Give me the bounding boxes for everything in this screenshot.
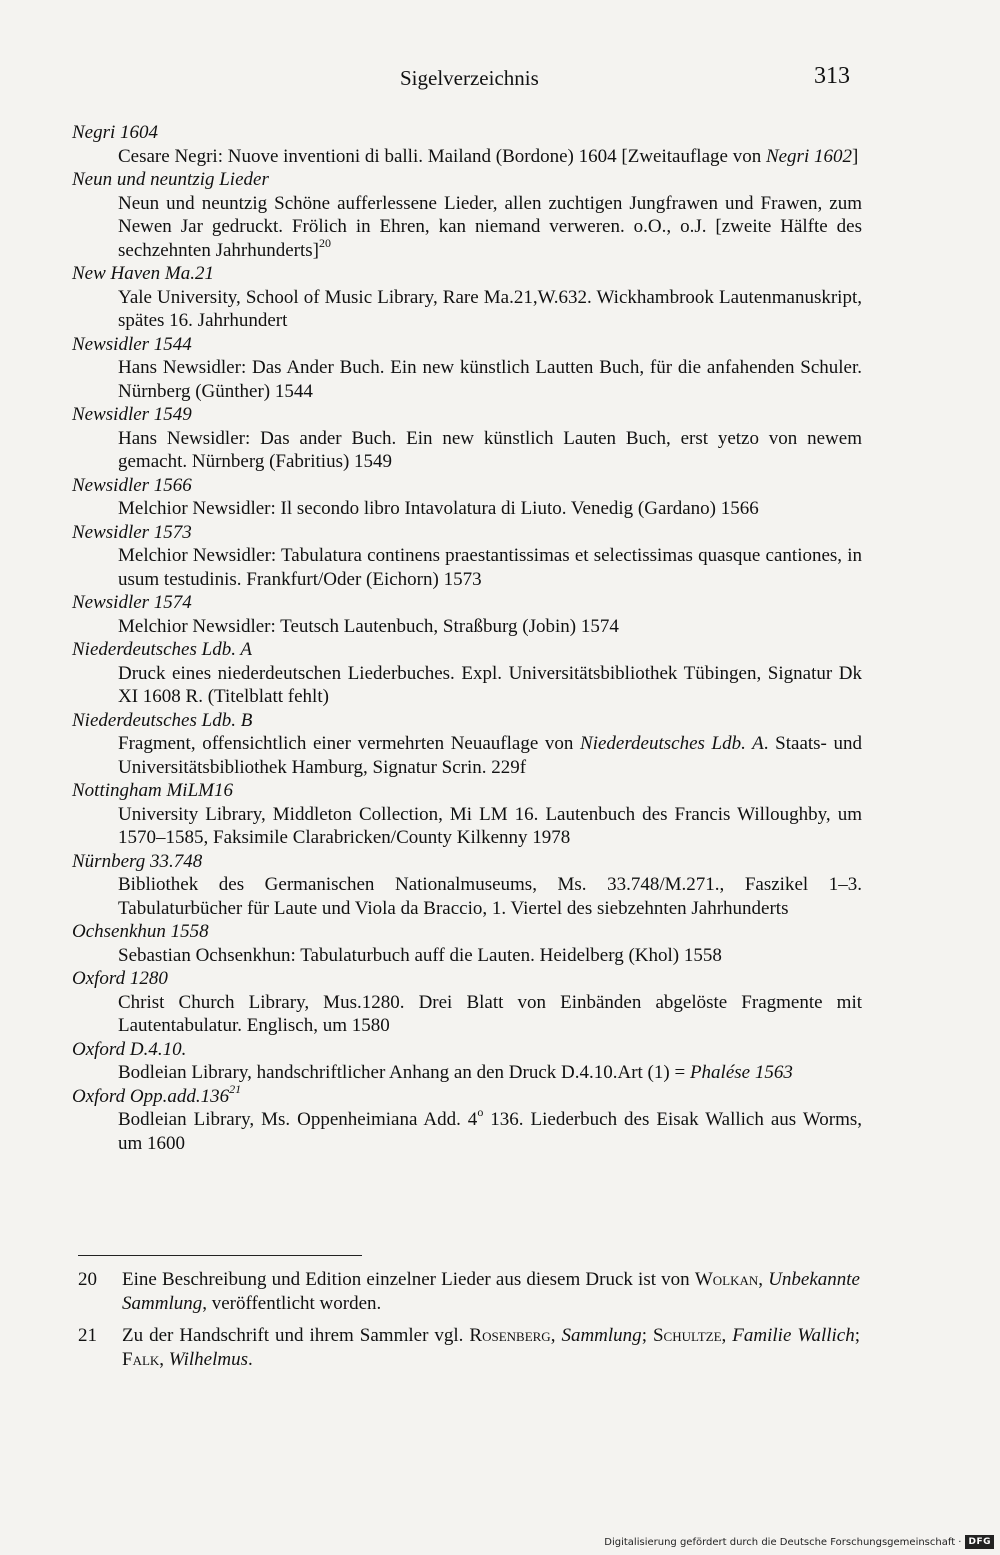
entry-siglum: Nürnberg 33.748 — [72, 850, 203, 872]
entry-description: Bibliothek des Germanischen Nationalmuseums, Ms. 33.748/M.271., Faszikel 1–3. Tabulaturbücher für Laute und Viola da Braccio, 1. Viertel des siebzehnten Jahrhunderts — [118, 874, 862, 919]
entry-siglum: Newsidler 1566 — [72, 474, 192, 496]
entry-siglum: Nottingham MiLM16 — [72, 780, 233, 801]
bibliography-entry — [72, 850, 862, 921]
bibliography-entry — [72, 121, 862, 168]
entry-siglum: Newsidler 1574 — [72, 592, 192, 613]
dfg-logo: DFG — [965, 1535, 994, 1549]
funding-note — [604, 1535, 994, 1549]
entry-description: Bodleian Library, Ms. Oppenheimiana Add. 4$^o$ 136. Liederbuch des Eisak Wallich aus Worms, um 1600 — [118, 1105, 862, 1154]
entry-description: Christ Church Library, Mus.1280. Drei Blatt von Einbänden abgelöste Fragmente mit Lautentabulatur. Englisch, um 1580 — [118, 991, 862, 1036]
bibliography-entry — [72, 403, 862, 474]
cited-title: Unbekannte Sammlung — [122, 1269, 860, 1314]
bibliography-entry — [72, 920, 862, 967]
footnote-ref: 20 — [319, 235, 332, 250]
footnote-ref: 21 — [229, 1081, 242, 1096]
entry-siglum: New Haven Ma.21 — [72, 263, 214, 284]
entry-description: Bodleian Library, handschriftlicher Anhang an den Druck D.4.10.Art (1) = Phalése 1563 — [118, 1062, 793, 1083]
footnote-number: 21 — [78, 1325, 97, 1346]
entry-siglum: Newsidler 1549 — [72, 404, 192, 425]
bibliography-entry — [72, 168, 862, 262]
footnote — [78, 1324, 860, 1371]
entry-siglum: Oxford Opp.add.136$^{21}$ — [72, 1081, 242, 1107]
bibliography-entry — [72, 521, 862, 592]
footnotes — [78, 1268, 860, 1380]
bibliography-entry — [72, 638, 862, 709]
bibliography-entry — [72, 1038, 862, 1085]
bibliography-entry — [72, 1081, 862, 1156]
entry-description: Sebastian Ochsenkhun: Tabulaturbuch auff die Lauten. Heidelberg (Khol) 1558 — [118, 944, 722, 966]
footnote-text: Zu der Handschrift und ihrem Sammler vgl. Rosenberg, Sammlung; Schultze, Familie Wallich; Falk, Wilhelmus. — [122, 1325, 861, 1370]
entry-description: Melchior Newsidler: Teutsch Lautenbuch, Straßburg (Jobin) 1574 — [118, 615, 619, 637]
bibliography-entry — [72, 591, 862, 638]
entry-siglum: Newsidler 1544 — [72, 333, 192, 355]
cited-author: Wolkan — [694, 1269, 759, 1290]
bibliography-entry — [72, 967, 862, 1038]
entry-description: Cesare Negri: Nuove inventioni di balli. Mailand (Bordone) 1604 [Zweitauflage von Negri 1602] — [118, 145, 859, 167]
cited-author: Rosenberg — [469, 1325, 551, 1346]
footnote-text: Eine Beschreibung und Edition einzelner Lieder aus diesem Druck ist von Wolkan, Unbekannte Sammlung, veröffentlicht worden. — [122, 1269, 860, 1314]
entry-description: Yale University, School of Music Library, Rare Ma.21,W.632. Wickhambrook Lautenmanuskript, spätes 16. Jahrhundert — [118, 286, 862, 331]
bibliography-entry — [72, 262, 862, 333]
entry-description: Neun und neuntzig Schöne aufferlessene Lieder, allen zuchtigen Jungfrawen und Frawen, zum Newen Jar gedruckt. Frölich in Ehren, kan niemand verweren. o.O., o.J. [zweite Hälfte des sechzehnten Jahrhunderts]$^{20}$ — [118, 192, 862, 261]
running-title: Sigelverzeichnis — [400, 66, 539, 90]
bibliography-entry — [72, 709, 862, 780]
entry-siglum: Oxford 1280 — [72, 968, 168, 989]
bibliography-entry — [72, 333, 862, 404]
cited-title: Wilhelmus — [168, 1348, 248, 1370]
funding-text: Digitalisierung gefördert durch die Deutsche Forschungsgemeinschaft · — [604, 1536, 962, 1548]
entry-siglum: Niederdeutsches Ldb. A — [72, 639, 252, 660]
page-number: 313 — [814, 63, 850, 89]
cited-title: Sammlung — [561, 1325, 642, 1346]
cited-author: Falk — [122, 1348, 160, 1370]
entry-description: Druck eines niederdeutschen Liederbuches. Expl. Universitätsbibliothek Tübingen, Signatur Dk XI 1608 R. (Titelblatt fehlt) — [118, 662, 862, 707]
entry-siglum: Newsidler 1573 — [72, 521, 192, 543]
entry-siglum: Oxford D.4.10. — [72, 1038, 187, 1060]
italic-reference: Negri 1602 — [765, 145, 852, 167]
entry-description: Hans Newsidler: Das ander Buch. Ein new künstlich Lauten Buch, erst yetzo von newem gemacht. Nürnberg (Fabritius) 1549 — [118, 427, 862, 472]
entry-description: Melchior Newsidler: Tabulatura continens praestantissimas et selectissimas quasque cantiones, in usum testudinis. Frankfurt/Oder (Eichorn) 1573 — [118, 545, 862, 590]
superscript: o — [477, 1105, 484, 1119]
entry-description: Hans Newsidler: Das Ander Buch. Ein new künstlich Lautten Buch, für die anfahenden Schuler. Nürnberg (Günther) 1544 — [118, 357, 862, 402]
entry-description: Melchior Newsidler: Il secondo libro Intavolatura di Liuto. Venedig (Gardano) 1566 — [118, 498, 759, 519]
bibliography-entry — [72, 779, 862, 850]
page-header — [0, 63, 1000, 96]
entry-description: Fragment, offensichtlich einer vermehrten Neuauflage von Niederdeutsches Ldb. A. Staats- und Universitätsbibliothek Hamburg, Signatur Scrin. 229f — [118, 733, 863, 778]
cited-author: Schultze — [652, 1325, 722, 1346]
entry-description: University Library, Middleton Collection, Mi LM 16. Lautenbuch des Francis Willoughby, um 1570–1585, Faksimile Clarabricken/County Kilkenny 1978 — [118, 803, 862, 848]
entry-siglum: Neun und neuntzig Lieder — [72, 169, 269, 190]
footnote-number: 20 — [78, 1269, 97, 1290]
bibliography-entry — [72, 474, 862, 521]
italic-reference: Niederdeutsches Ldb. A — [580, 733, 764, 754]
entry-siglum: Niederdeutsches Ldb. B — [72, 709, 253, 731]
footnote-rule — [78, 1255, 362, 1256]
entry-siglum: Negri 1604 — [72, 122, 159, 143]
cited-title: Familie Wallich — [732, 1325, 855, 1346]
entry-siglum: Ochsenkhun 1558 — [72, 921, 209, 942]
italic-reference: Phalése 1563 — [689, 1062, 793, 1083]
bibliography-list — [72, 121, 862, 1155]
footnote — [78, 1268, 860, 1315]
